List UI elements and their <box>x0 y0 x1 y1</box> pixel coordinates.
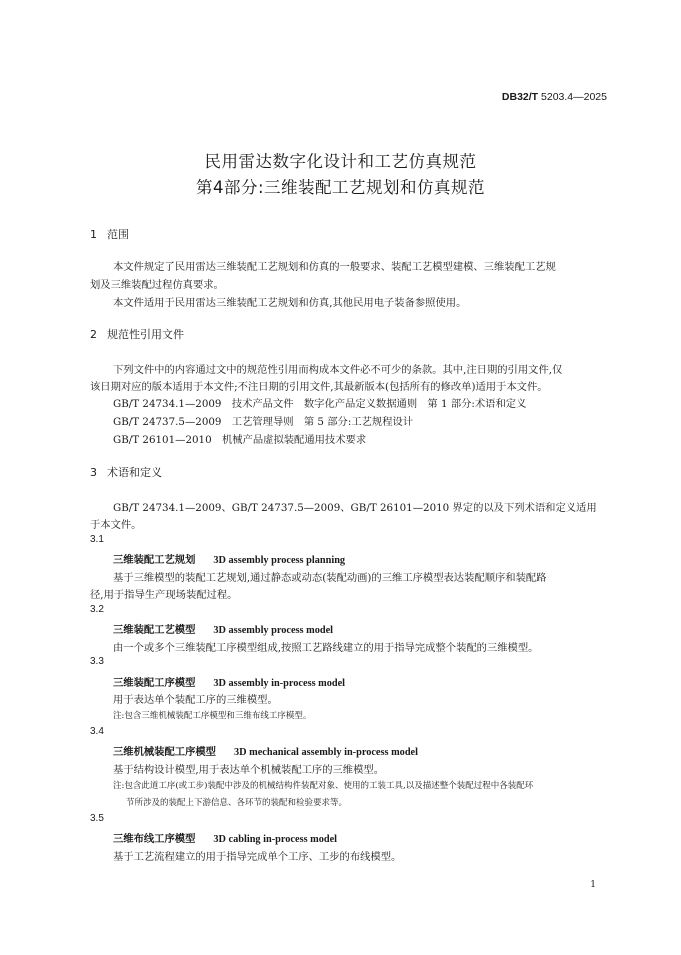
term-number: 3.5 <box>90 813 104 824</box>
term-en: 3D cabling in-process model <box>213 834 338 845</box>
term-heading <box>113 830 337 845</box>
term-en: 3D assembly process model <box>213 625 334 636</box>
term-definition: 用于表达单个装配工序的三维模型。 <box>113 694 278 706</box>
term-en: 3D assembly in-process model <box>213 678 346 689</box>
term-en: 3D assembly process planning <box>213 555 346 566</box>
standard-number: 5203.4—2025 <box>538 91 607 103</box>
term-number: 3.2 <box>90 604 104 615</box>
section-number: 3 <box>90 466 97 479</box>
term-definition-continuation: 径,用于指导生产现场装配过程。 <box>90 589 238 601</box>
term-heading <box>113 674 345 689</box>
term-en: 3D mechanical assembly in-process model <box>233 747 418 758</box>
section-heading-normative-references <box>90 326 184 342</box>
section-number: 1 <box>90 228 97 241</box>
section-title: 规范性引用文件 <box>107 328 184 341</box>
term-definition: 基于三维模型的装配工艺规划,通过静态或动态(装配动画)的三维工序模型表达装配顺序和装配路 <box>113 572 547 584</box>
reference-item: GB/T 24734.1—2009 技术产品文件 数字化产品定义数据通则 第 1 部分:术语和定义 <box>113 398 527 410</box>
term-heading <box>113 551 345 566</box>
term-zh: 三维装配工艺规划 <box>113 554 196 566</box>
paragraph: 本文件适用于民用雷达三维装配工艺规划和仿真,其他民用电子装备参照使用。 <box>113 297 467 309</box>
term-note: 注:包含三维机械装配工序模型和三维布线工序模型。 <box>113 711 312 721</box>
page-number: 1 <box>590 880 596 890</box>
reference-item: GB/T 24737.5—2009 工艺管理导则 第 5 部分:工艺规程设计 <box>113 416 414 428</box>
section-title: 范围 <box>107 228 129 241</box>
section-heading-terms <box>90 464 162 480</box>
paragraph-continuation: 于本文件。 <box>90 519 142 531</box>
document-subtitle: 第4部分:三维装配工艺规划和仿真规范 <box>195 178 486 197</box>
term-definition: 基于工艺流程建立的用于指导完成单个工序、工步的布线模型。 <box>113 851 402 863</box>
term-zh: 三维布线工序模型 <box>113 833 196 845</box>
term-definition: 基于结构设计模型,用于表达单个机械装配工序的三维模型。 <box>113 764 384 776</box>
term-number: 3.4 <box>90 726 104 737</box>
term-number: 3.1 <box>90 534 104 545</box>
standard-prefix: DB32/T <box>501 91 539 103</box>
section-heading-scope <box>90 226 129 242</box>
term-zh: 三维装配工序模型 <box>113 677 196 689</box>
term-heading <box>113 621 333 636</box>
paragraph: 本文件规定了民用雷达三维装配工艺规划和仿真的一般要求、装配工艺模型建模、三维装配工艺规 <box>113 261 556 273</box>
term-definition: 由一个或多个三维装配工序模型组成,按照工艺路线建立的用于指导完成整个装配的三维模型。 <box>113 642 539 654</box>
reference-item: GB/T 26101—2010 机械产品虚拟装配通用技术要求 <box>113 434 367 446</box>
term-note: 注:包含此道工序(或工步)装配中涉及的机械结构件装配对象、使用的工装工具,以及描述整个装配过程中各装配环 <box>113 781 534 791</box>
document-title: 民用雷达数字化设计和工艺仿真规范 <box>204 152 477 171</box>
term-heading <box>113 743 418 758</box>
paragraph-continuation: 该日期对应的版本适用于本文件;不注日期的引用文件,其最新版本(包括所有的修改单)适用于本文件。 <box>90 381 548 393</box>
term-number: 3.3 <box>90 656 104 667</box>
section-title: 术语和定义 <box>107 466 162 479</box>
paragraph-continuation: 划及三维装配过程仿真要求。 <box>90 279 224 291</box>
paragraph: GB/T 24734.1—2009、GB/T 24737.5—2009、GB/T 26101—2010 界定的以及下列术语和定义适用 <box>113 502 597 514</box>
term-zh: 三维机械装配工序模型 <box>113 746 216 758</box>
paragraph: 下列文件中的内容通过文中的规范性引用而构成本文件必不可少的条款。其中,注日期的引用文件,仅 <box>113 364 563 376</box>
section-number: 2 <box>90 328 97 341</box>
term-zh: 三维装配工艺模型 <box>113 624 196 636</box>
term-note-continuation: 节所涉及的装配上下游信息、各环节的装配和检验要求等。 <box>126 798 348 808</box>
standard-code <box>502 91 607 103</box>
